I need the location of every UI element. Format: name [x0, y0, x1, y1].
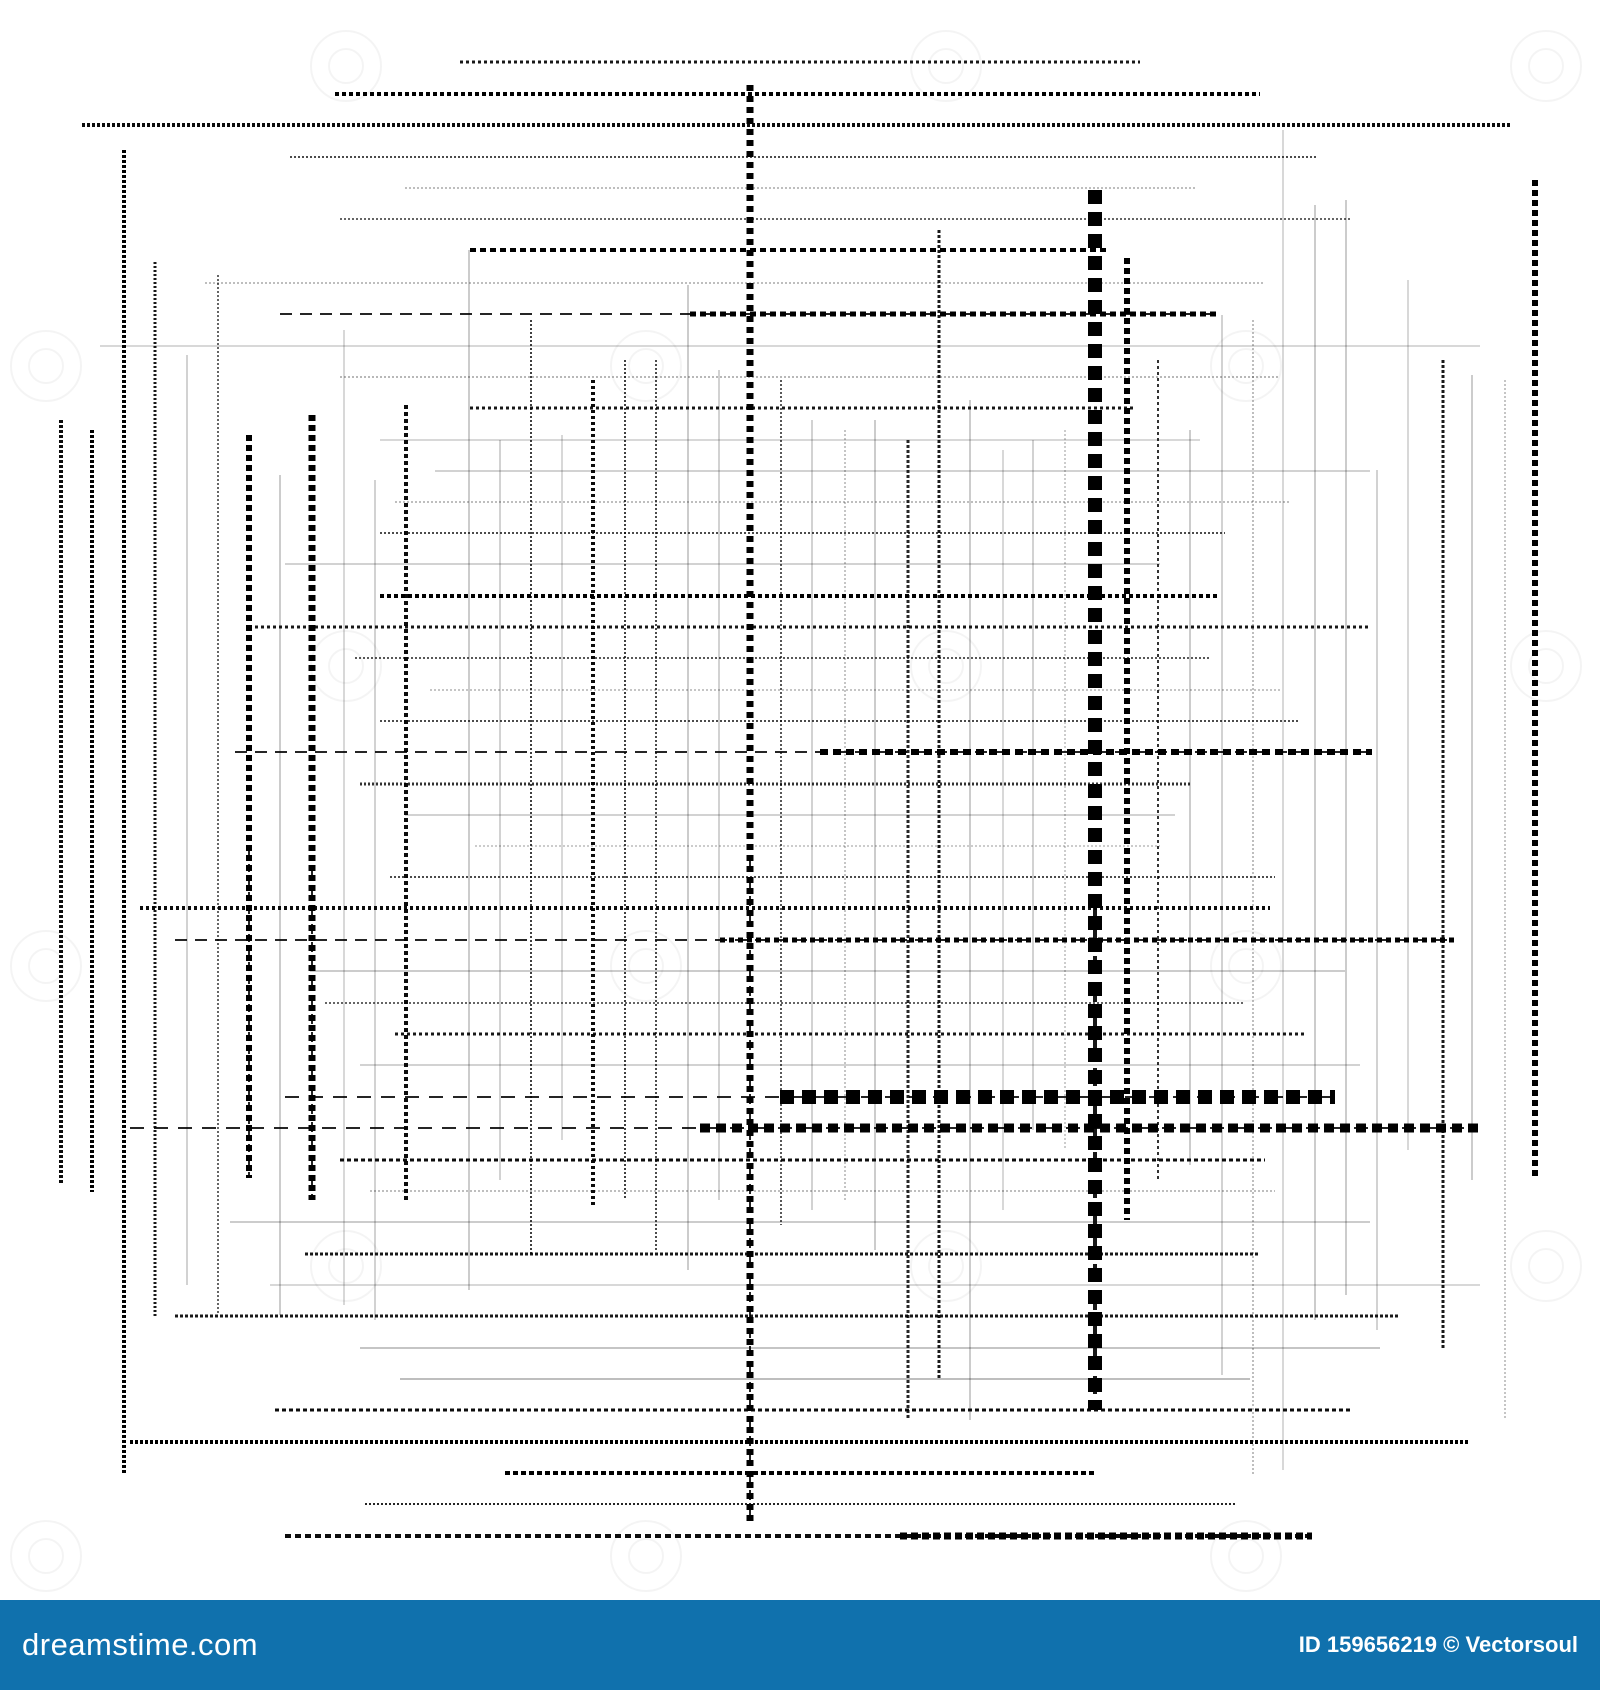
image-credit	[1299, 1632, 1578, 1658]
id-prefix: ID	[1298, 1632, 1321, 1657]
footer-bar	[0, 1600, 1600, 1690]
copyright-symbol: ©	[1443, 1632, 1460, 1657]
author-name: Vectorsoul	[1465, 1632, 1578, 1657]
id-number: 159656219	[1326, 1632, 1438, 1657]
site-logo: dreamstime.com	[22, 1627, 259, 1662]
